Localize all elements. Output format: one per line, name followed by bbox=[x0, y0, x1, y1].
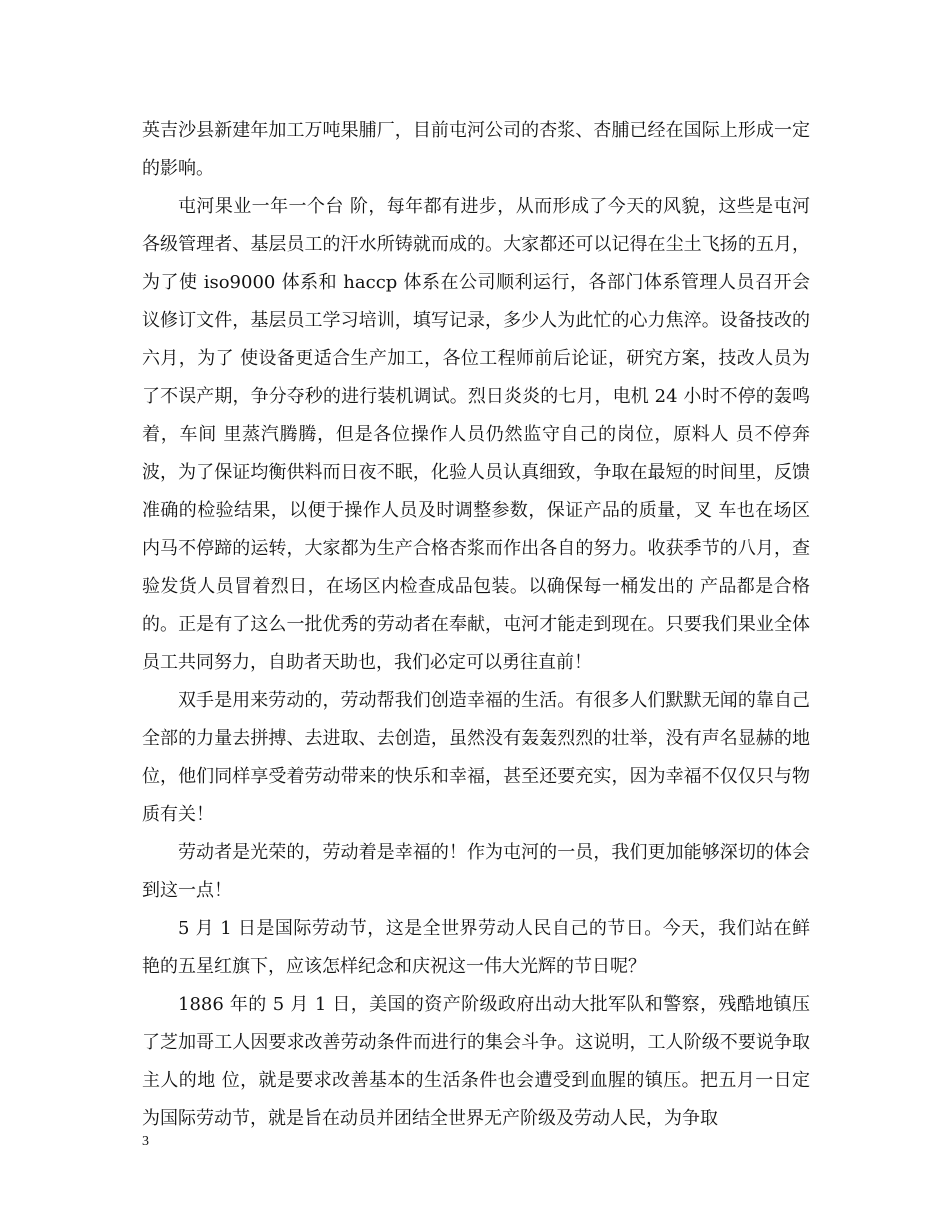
body-text bbox=[142, 112, 810, 1138]
paragraph-2: 屯河果业一年一个台 阶，每年都有进步，从而形成了今天的风貌，这些是屯河各级管理者、基层员工的汗水所铸就而成的。大家都还可以记得在尘土飞扬的五月，为了使 iso9000 体系和 haccp 体系在公司顺利运行，各部门体系管理人员召开会议修订文件，基层员工学习培训，填写记录，多少人为此忙的心力焦淬。设备技改的六月，为了 使设备更适合生产加工，各位工程师前后论证，研究方案，技改人员为了不误产期，争分夺秒的进行装机调试。烈日炎炎的七月，电机 24 小时不停的轰鸣着，车间 里蒸汽腾腾，但是各位操作人员仍然监守自己的岗位，原料人 员不停奔波，为了保证均衡供料而日夜不眠，化验人员认真细致，争取在最短的时间里，反馈准确的检验结果，以便于操作人员及时调整参数，保证产品的质量，叉 车也在场区内马不停蹄的运转，大家都为生产合格杏浆而作出各自的努力。收获季节的八月，查验发货人员冒着烈日，在场区内检查成品包装。以确保每一桶发出的 产品都是合格的。正是有了这么一批优秀的劳动者在奉献，屯河才能走到现在。只要我们果业全体员工共同努力，自助者天助也，我们必定可以勇往直前！ bbox=[142, 196, 810, 673]
paragraph-4: 劳动者是光荣的，劳动着是幸福的！作为屯河的一员，我们更加能够深切的体会到这一点！ bbox=[142, 842, 810, 901]
paragraph-6: 1886 年的 5 月 1 日，美国的资产阶级政府出动大批军队和警察，残酷地镇压了芝加哥工人因要求改善劳动条件而进行的集会斗争。这说明，工人阶级不要说争取主人的地 位，就是要求改善基本的生活条件也会遭受到血腥的镇压。把五月一日定为国际劳动节，就是旨在动员并团结全世界无产阶级及劳动人民，为争取 bbox=[142, 994, 810, 1129]
paragraph-1: 英吉沙县新建年加工万吨果脯厂，目前屯河公司的杏浆、杏脯已经在国际上形成一定的影响。 bbox=[142, 120, 810, 179]
paragraph-5: 5 月 1 日是国际劳动节，这是全世界劳动人民自己的节日。今天，我们站在鲜艳的五星红旗下，应该怎样纪念和庆祝这一伟大光辉的节日呢？ bbox=[142, 918, 810, 977]
page-number: 3 bbox=[142, 1134, 149, 1149]
paragraph-3: 双手是用来劳动的，劳动帮我们创造幸福的生活。有很多人们默默无闻的靠自己全部的力量去拼搏、去进取、去创造，虽然没有轰轰烈烈的壮举，没有声名显赫的地位，他们同样享受着劳动带来的快乐和幸福，甚至还要充实，因为幸福不仅仅只与物质有关！ bbox=[142, 690, 810, 825]
